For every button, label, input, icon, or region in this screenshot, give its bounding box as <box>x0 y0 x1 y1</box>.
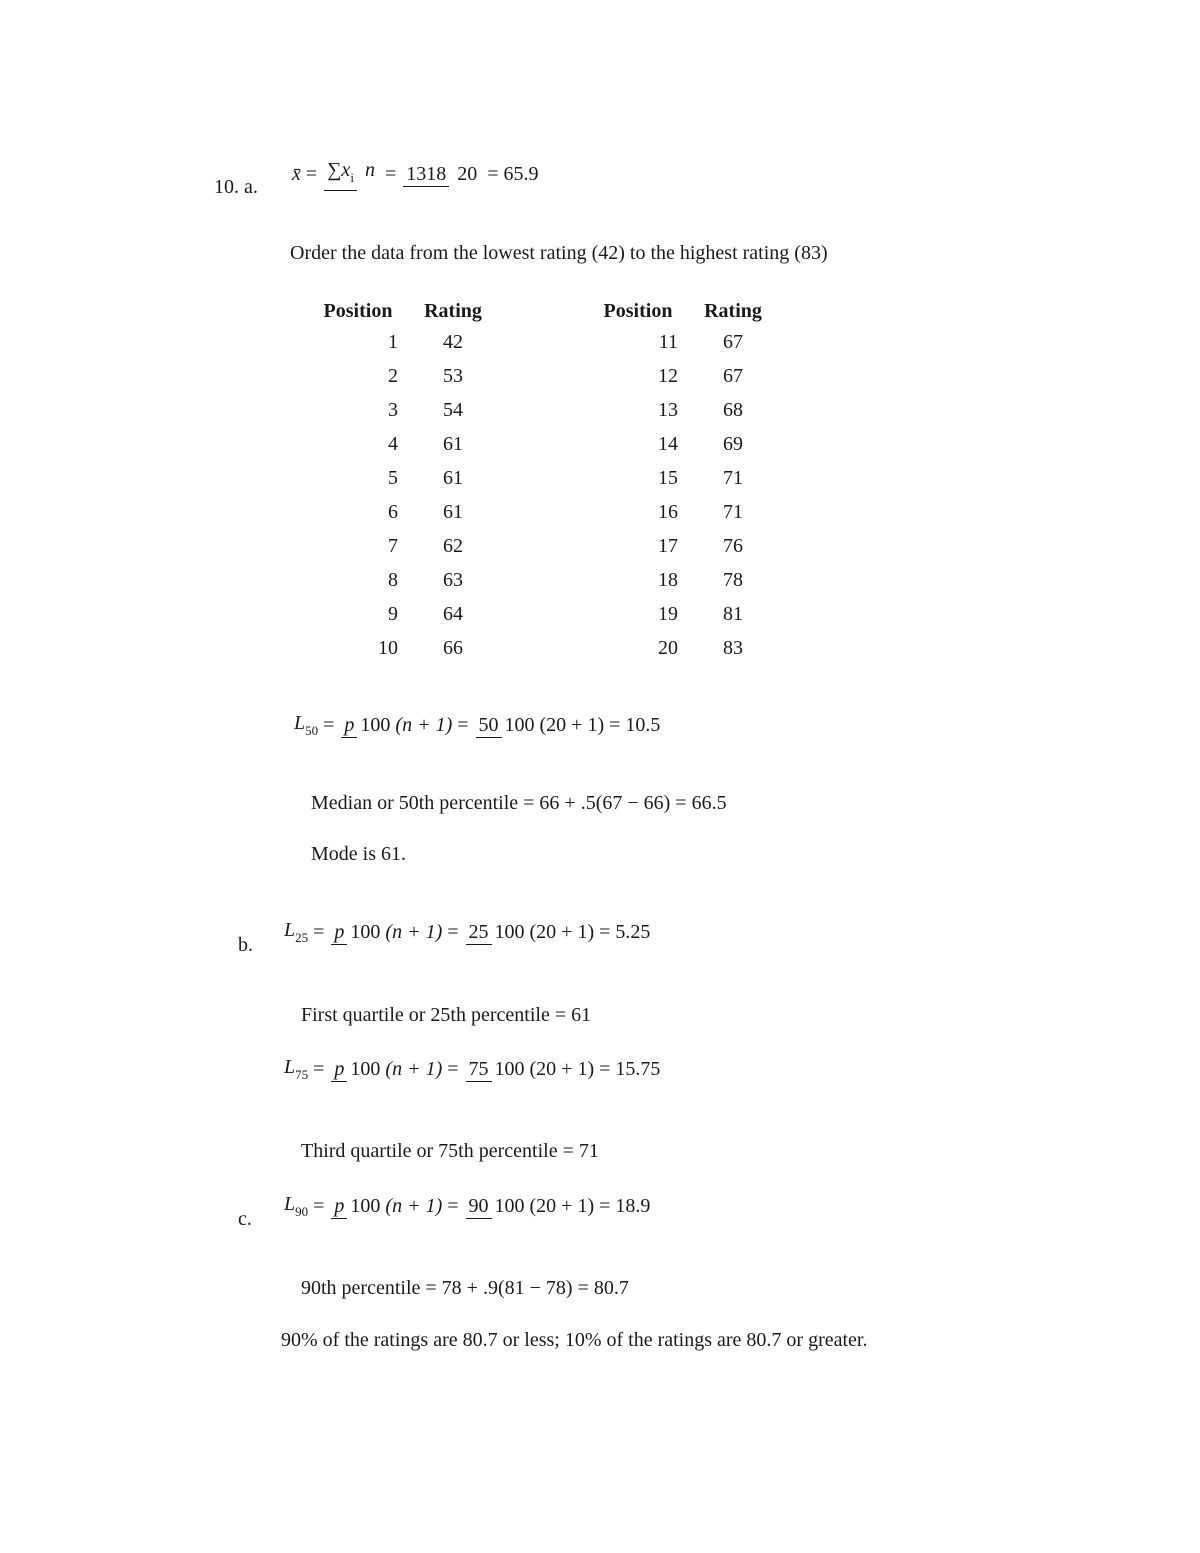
l25-result: 5.25 <box>615 921 651 943</box>
l50-formula: L50 = p 100 (n + 1) = 50 100 (20 + 1) = 10.5 <box>294 712 661 738</box>
mean-result: 65.9 <box>503 163 539 185</box>
l25-formula: L25 = p 100 (n + 1) = 25 100 (20 + 1) = 5.25 <box>284 919 651 945</box>
rating-cell: 64 <box>443 602 463 625</box>
table-row <box>318 597 788 631</box>
median-line: Median or 50th percentile = 66 + .5(67 − 66) = 66.5 <box>311 792 727 814</box>
table-body <box>318 325 788 665</box>
rating-cell: 63 <box>443 568 463 591</box>
rating-cell: 71 <box>723 500 743 523</box>
position-cell: 3 <box>388 398 398 421</box>
header-rating-2: Rating <box>704 299 762 322</box>
p90-line: 90th percentile = 78 + .9(81 − 78) = 80.7 <box>301 1277 629 1299</box>
l75-result: 15.75 <box>615 1058 661 1080</box>
position-cell: 5 <box>388 466 398 489</box>
header-rating-1: Rating <box>424 299 482 322</box>
position-cell: 6 <box>388 500 398 523</box>
rating-cell: 42 <box>443 330 463 353</box>
order-instruction: Order the data from the lowest rating (42) to the highest rating (83) <box>290 242 828 264</box>
table-row <box>318 495 788 529</box>
header-position-2: Position <box>603 299 673 322</box>
header-position-1: Position <box>323 299 393 322</box>
position-cell: 17 <box>658 534 678 557</box>
position-cell: 14 <box>658 432 678 455</box>
table-row <box>318 631 788 665</box>
rating-cell: 61 <box>443 432 463 455</box>
position-cell: 16 <box>658 500 678 523</box>
mean-formula: x̄ = ∑xi n = 1318 20 = 65.9 <box>292 158 539 191</box>
q1-line: First quartile or 25th percentile = 61 <box>301 1004 592 1026</box>
rating-cell: 62 <box>443 534 463 557</box>
part-c-label: c. <box>238 1208 252 1230</box>
l75-formula: L75 = p 100 (n + 1) = 75 100 (20 + 1) = 15.75 <box>284 1056 661 1082</box>
table-row <box>318 325 788 359</box>
position-cell: 4 <box>388 432 398 455</box>
rating-cell: 81 <box>723 602 743 625</box>
part-b-label: b. <box>238 934 253 956</box>
position-cell: 1 <box>388 330 398 353</box>
rating-cell: 71 <box>723 466 743 489</box>
q3-line: Third quartile or 75th percentile = 71 <box>301 1140 599 1162</box>
rating-cell: 66 <box>443 636 463 659</box>
rating-cell: 54 <box>443 398 463 421</box>
position-cell: 12 <box>658 364 678 387</box>
ratings-table <box>318 297 788 665</box>
position-cell: 13 <box>658 398 678 421</box>
table-row <box>318 359 788 393</box>
rating-cell: 68 <box>723 398 743 421</box>
position-cell: 8 <box>388 568 398 591</box>
conclusion-line: 90% of the ratings are 80.7 or less; 10% of the ratings are 80.7 or greater. <box>281 1329 868 1351</box>
mean-fraction-values: 1318 20 <box>403 162 480 187</box>
rating-cell: 67 <box>723 330 743 353</box>
table-row <box>318 563 788 597</box>
rating-cell: 78 <box>723 568 743 591</box>
mode-line: Mode is 61. <box>311 843 406 865</box>
rating-cell: 76 <box>723 534 743 557</box>
position-cell: 11 <box>658 330 678 353</box>
l90-result: 18.9 <box>615 1195 651 1217</box>
position-cell: 15 <box>658 466 678 489</box>
position-cell: 20 <box>658 636 678 659</box>
table-header-row <box>318 297 788 325</box>
rating-cell: 61 <box>443 500 463 523</box>
rating-cell: 69 <box>723 432 743 455</box>
position-cell: 2 <box>388 364 398 387</box>
table-row <box>318 461 788 495</box>
position-cell: 19 <box>658 602 678 625</box>
rating-cell: 61 <box>443 466 463 489</box>
l50-result: 10.5 <box>625 714 661 736</box>
rating-cell: 67 <box>723 364 743 387</box>
l90-formula: L90 = p 100 (n + 1) = 90 100 (20 + 1) = 18.9 <box>284 1193 651 1219</box>
rating-cell: 53 <box>443 364 463 387</box>
position-cell: 18 <box>658 568 678 591</box>
table-row <box>318 529 788 563</box>
position-cell: 9 <box>388 602 398 625</box>
part-a-label: 10. a. <box>214 176 258 198</box>
mean-fraction-symbolic: ∑xi n <box>324 158 378 191</box>
mean-symbol: x̄ <box>292 163 301 185</box>
table-row <box>318 427 788 461</box>
rating-cell: 83 <box>723 636 743 659</box>
position-cell: 10 <box>378 636 398 659</box>
position-cell: 7 <box>388 534 398 557</box>
table-row <box>318 393 788 427</box>
